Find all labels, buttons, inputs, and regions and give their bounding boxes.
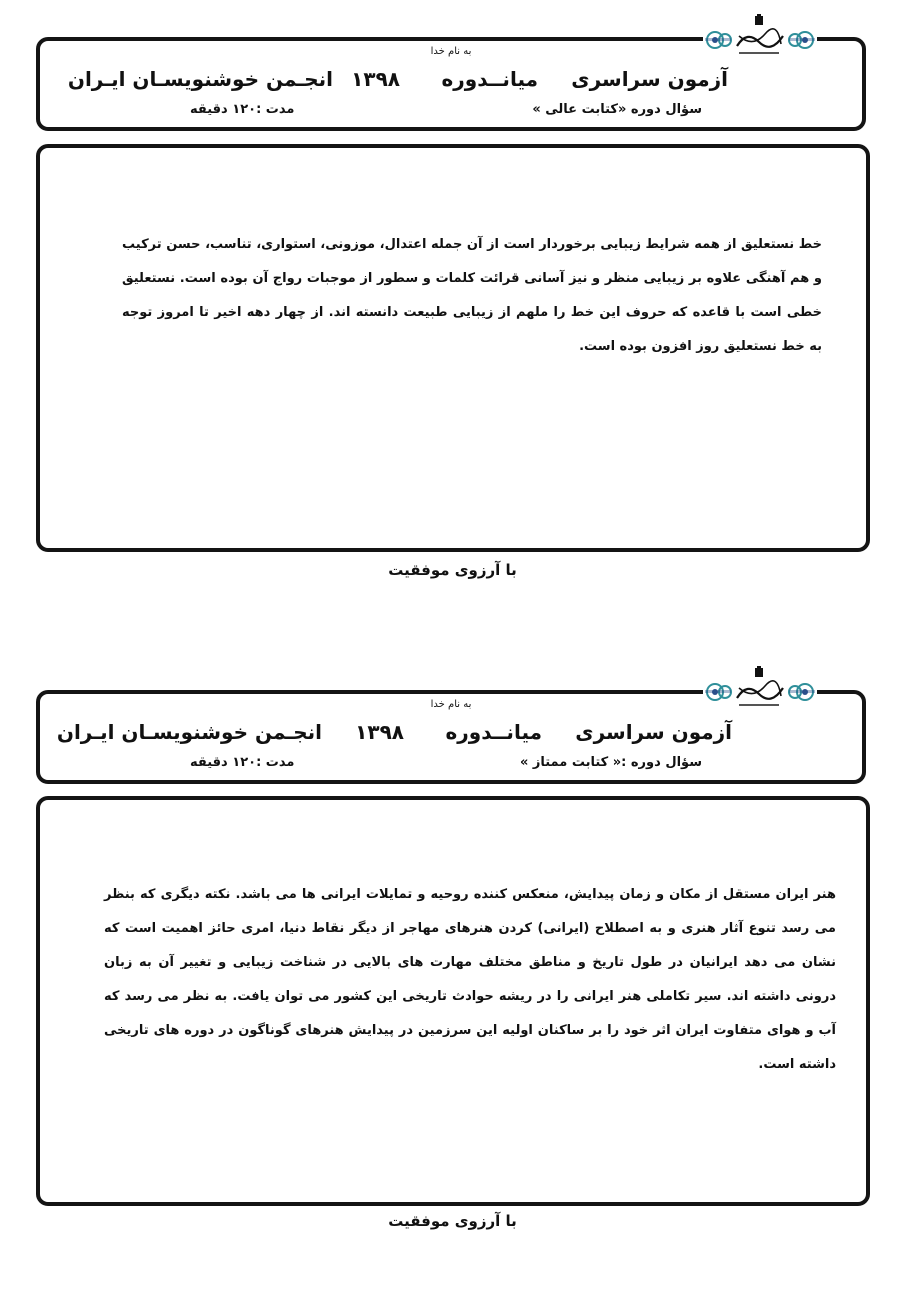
exam-duration: مدت :۱۲۰ دقیقه	[190, 755, 295, 770]
exam-title-row	[67, 67, 728, 97]
exam-text-box	[36, 144, 870, 552]
midterm-label: میانــدوره	[441, 67, 538, 91]
exam-title: آزمون سراسری	[575, 720, 732, 744]
exam-title: آزمون سراسری	[571, 67, 728, 91]
closing-wish: با آرزوی موفقیت	[388, 561, 517, 579]
course-label: سؤال دوره «کتابت عالی »	[532, 102, 702, 117]
exam-paragraph: خط نستعلیق از همه شرایط زیبایی برخوردار است از آن جمله اعتدال، موزونی، استواری، تناسب، حسن ترکیب و هم آهنگی علاوه بر زیبایی منظر و نیز آسانی قرائت کلمات و سطور از موجبات رواج آن بوده است. نستعلیق خطی است با قاعده که حروف این خط را ملهم از زیبایی طبیعت دانسته اند. از چهار دهه اخیر تا امروز توجه به خط نستعلیق روز افزون بوده است.	[122, 237, 822, 354]
bismillah-text: به نام خدا	[430, 699, 472, 710]
calligraphers-association-emblem-icon	[703, 14, 817, 62]
exam-year: ۱۳۹۸	[351, 67, 400, 91]
exam-subtitle-row	[80, 755, 702, 775]
organization-name: انجـمن خوشنویسـان ایـران	[67, 67, 333, 91]
exam-sheet-1	[0, 0, 905, 640]
exam-title-row	[56, 720, 732, 750]
exam-text-box	[36, 796, 870, 1206]
exam-duration: مدت :۱۲۰ دقیقه	[190, 102, 295, 117]
exam-sheet-2	[0, 652, 905, 1292]
exam-paragraph: هنر ایران مستقل از مکان و زمان پیدایش، منعکس کننده روحیه و تمایلات ایرانی ها می باشد. نکته دیگری که بنظر می رسد تنوع آثار هنری و به اصطلاح (ایرانی) کردن هنرهای مهاجر از دیگر نقاط دنیا، امری حائز اهمیت است که نشان می دهد ایرانیان در طول تاریخ و مناطق مختلف مهارت های بالایی در شناخت زیبایی و تغییر آن به زبان درونی داشته اند. سیر تکاملی هنر ایرانی را در ریشه حوادث تاریخی این کشور می توان یافت. به نظر می رسد که آب و هوای متفاوت ایران اثر خود را بر ساکنان اولیه این سرزمین در پیدایش هنرهای گوناگون در دوره های تاریخی داشته است.	[104, 887, 836, 1072]
closing-wish: با آرزوی موفقیت	[388, 1212, 517, 1230]
exam-year: ۱۳۹۸	[355, 720, 404, 744]
calligraphers-association-emblem-icon	[703, 666, 817, 714]
midterm-label: میانــدوره	[445, 720, 542, 744]
exam-subtitle-row	[80, 102, 702, 122]
organization-name: انجـمن خوشنویسـان ایـران	[56, 720, 322, 744]
bismillah-text: به نام خدا	[430, 46, 472, 57]
course-label: سؤال دوره :« کتابت ممتاز »	[519, 755, 702, 770]
